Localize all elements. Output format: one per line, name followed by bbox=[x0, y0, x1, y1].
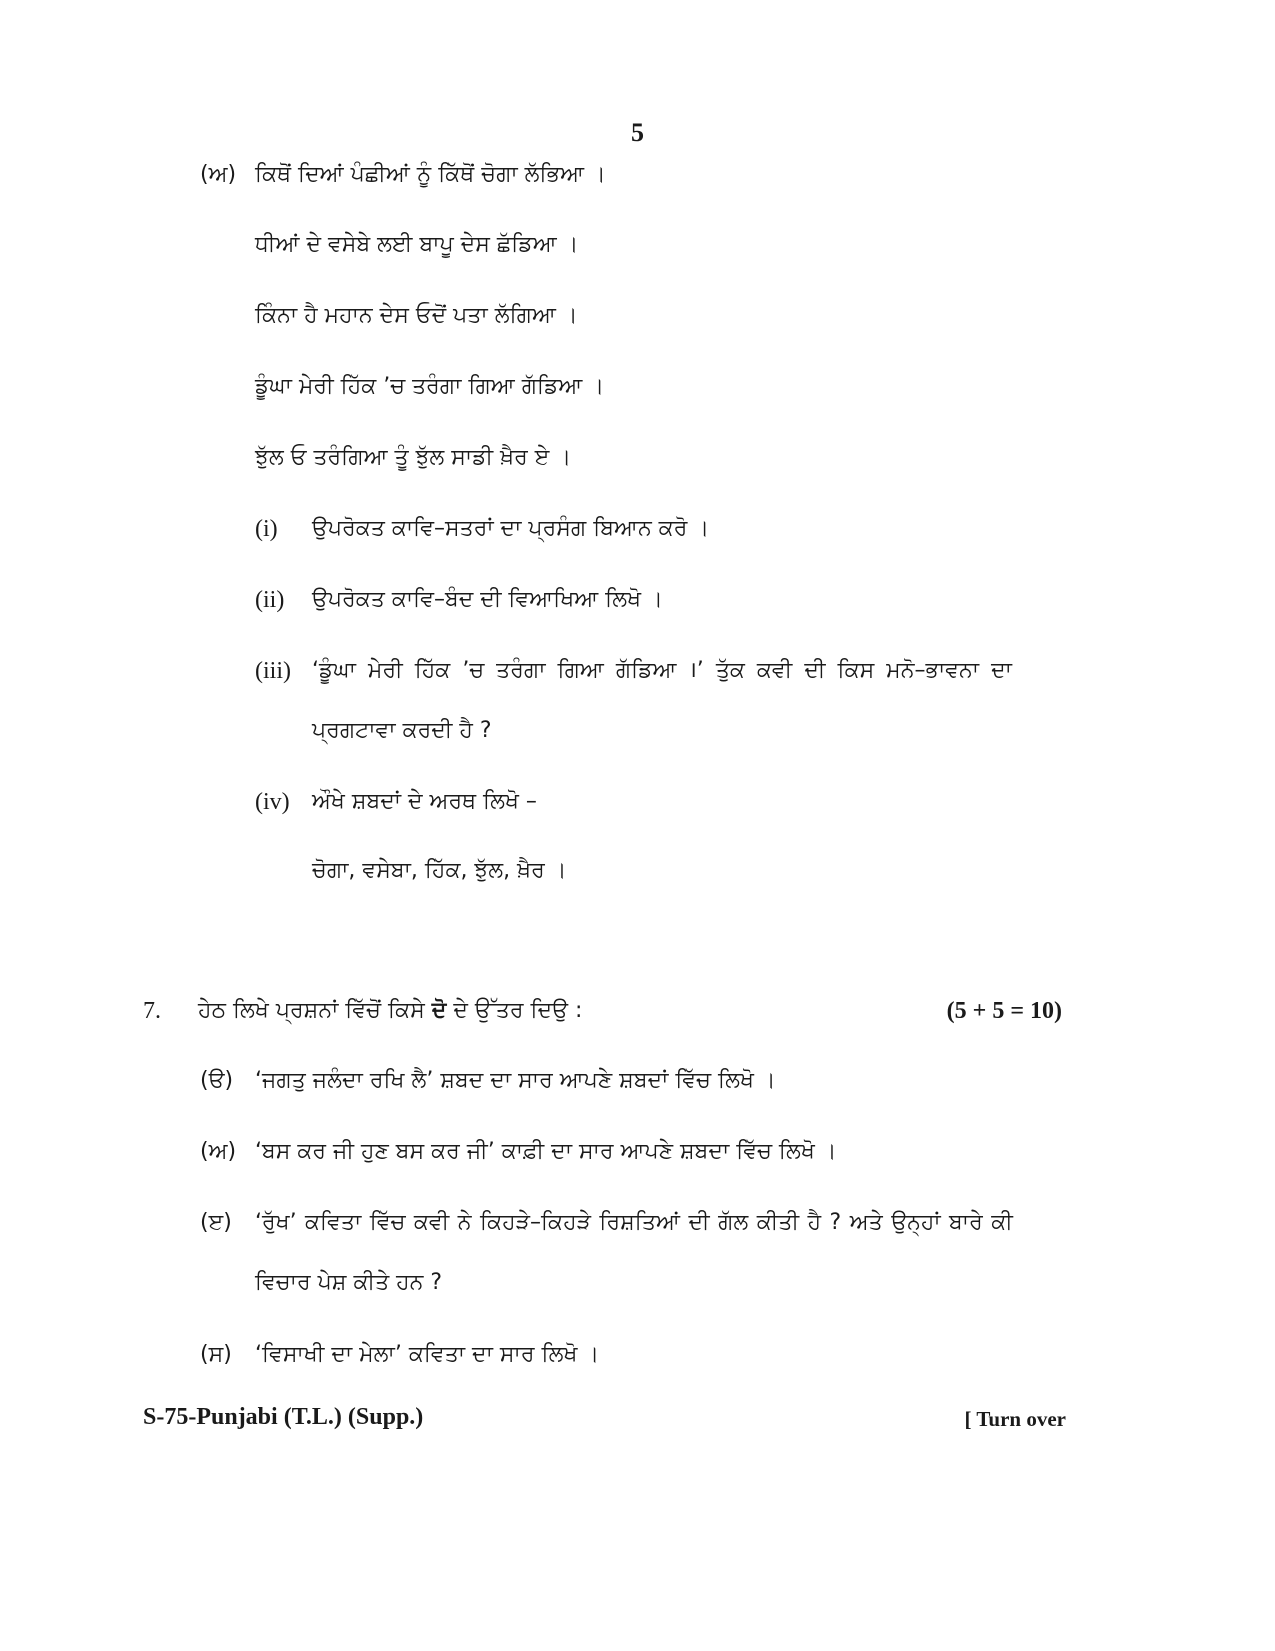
poem-marker: (ਅ) bbox=[200, 162, 237, 187]
word: ਉਨ੍ਹਾਂ bbox=[891, 1210, 941, 1235]
subquestion-text: ਉਪਰੋਕਤ ਕਾਵਿ–ਬੰਦ ਦੀ ਵਿਆਖਿਆ ਲਿਖੋ । bbox=[312, 587, 663, 612]
subquestion-text: ਔਖੇ ਸ਼ਬਦਾਂ ਦੇ ਅਰਥ ਲਿਖੋ – bbox=[312, 789, 537, 814]
word: ਦੀ bbox=[804, 658, 826, 683]
word: ਹੈ bbox=[807, 1210, 822, 1235]
word: ਗਿਆ bbox=[557, 658, 604, 683]
option-text: ‘ਵਿਸਾਖੀ ਦਾ ਮੇਲਾ’ ਕਵਿਤਾ ਦਾ ਸਾਰ ਲਿਖੋ । bbox=[255, 1342, 600, 1367]
word: ਦਾ bbox=[991, 658, 1012, 683]
word: ਨੇ bbox=[457, 1210, 472, 1235]
option-marker: (ਸ) bbox=[200, 1342, 232, 1367]
word: ਗੱਡਿਆ bbox=[615, 658, 677, 683]
prompt-text: ਦੇ ਉੱਤਰ ਦਿਉ : bbox=[453, 998, 583, 1023]
subquestion-text: ਉਪਰੋਕਤ ਕਾਵਿ–ਸਤਰਾਂ ਦਾ ਪ੍ਰਸੰਗ ਬਿਆਨ ਕਰੋ । bbox=[312, 516, 710, 541]
option-text: ‘ਬਸ ਕਰ ਜੀ ਹੁਣ ਬਸ ਕਰ ਜੀ’ ਕਾਫ਼ੀ ਦਾ ਸਾਰ ਆਪਣੇ ਸ਼ਬਦਾ ਵਿੱਚ ਲਿਖੋ । bbox=[255, 1139, 837, 1164]
word: ਰਿਸ਼ਤਿਆਂ bbox=[599, 1210, 680, 1235]
word: ’ਚ bbox=[462, 658, 485, 683]
subquestion-number: (iv) bbox=[255, 789, 290, 815]
word: ਕੀਤੀ bbox=[756, 1210, 800, 1235]
word: ਗੱਲ bbox=[718, 1210, 749, 1235]
prompt-emphasis: ਦੋ bbox=[431, 998, 447, 1023]
difficult-words-list: ਚੋਗਾ, ਵਸੇਬਾ, ਹਿੱਕ, ਝੁੱਲ, ਖ਼ੈਰ । bbox=[312, 858, 567, 883]
word: ਦੀ bbox=[688, 1210, 710, 1235]
option-marker: (ੲ) bbox=[200, 1210, 232, 1235]
word: ਤੁੱਕ bbox=[715, 658, 745, 683]
word: ‘ਰੁੱਖ’ bbox=[255, 1210, 297, 1235]
word: ਹਿੱਕ bbox=[414, 658, 451, 683]
word: ਕਵੀ bbox=[413, 1210, 450, 1235]
word: ਮੇਰੀ bbox=[367, 658, 403, 683]
poem-line: ਕਿੰਨਾ ਹੈ ਮਹਾਨ ਦੇਸ ਓਦੋਂ ਪਤਾ ਲੱਗਿਆ । bbox=[255, 303, 578, 328]
word: ‘ਡੂੰਘਾ bbox=[312, 658, 356, 683]
prompt-text: ਹੇਠ ਲਿਖੇ ਪ੍ਰਸ਼ਨਾਂ ਵਿੱਚੋਂ ਕਿਸੇ bbox=[198, 998, 425, 1023]
question-number: 7. bbox=[143, 998, 161, 1024]
subquestion-number: (i) bbox=[255, 516, 278, 542]
poem-line: ਕਿਥੋਂ ਦਿਆਂ ਪੰਛੀਆਂ ਨੂੰ ਕਿੱਥੋਂ ਚੋਗਾ ਲੱਭਿਆ । bbox=[255, 162, 606, 187]
option-text bbox=[255, 1208, 1013, 1238]
word: ਤਰੰਗਾ bbox=[496, 658, 546, 683]
paper-code: S-75-Punjabi (T.L.) (Supp.) bbox=[143, 1404, 424, 1430]
word: ਕਿਹੜੇ–ਕਿਹੜੇ bbox=[480, 1210, 591, 1235]
subquestion-text-continued: ਪ੍ਰਗਟਾਵਾ ਕਰਦੀ ਹੈ ? bbox=[312, 718, 492, 743]
option-text: ‘ਜਗਤੁ ਜਲੰਦਾ ਰਖਿ ਲੈ’ ਸ਼ਬਦ ਦਾ ਸਾਰ ਆਪਣੇ ਸ਼ਬਦਾਂ ਵਿੱਚ ਲਿਖੋ । bbox=[255, 1068, 776, 1093]
question-prompt bbox=[198, 996, 582, 1026]
turn-over-note: [ Turn over bbox=[964, 1407, 1066, 1431]
option-marker: (ੳ) bbox=[200, 1068, 234, 1093]
word: ਕੀ bbox=[991, 1210, 1013, 1235]
word: ।’ bbox=[688, 658, 704, 683]
subquestion-number: (iii) bbox=[255, 658, 291, 684]
option-text-continued: ਵਿਚਾਰ ਪੇਸ਼ ਕੀਤੇ ਹਨ ? bbox=[255, 1270, 443, 1295]
option-marker: (ਅ) bbox=[200, 1139, 237, 1164]
subquestion-text bbox=[312, 656, 1012, 686]
word: ਮਨੋ–ਭਾਵਨਾ bbox=[886, 658, 980, 683]
word: ? bbox=[829, 1210, 842, 1235]
word: ਕਵੀ bbox=[756, 658, 793, 683]
word: ਵਿੱਚ bbox=[369, 1210, 406, 1235]
page-number: 5 bbox=[631, 118, 644, 147]
poem-line: ਡੂੰਘਾ ਮੇਰੀ ਹਿੱਕ ’ਚ ਤਰੰਗਾ ਗਿਆ ਗੱਡਿਆ । bbox=[255, 374, 605, 399]
poem-line: ਧੀਆਂ ਦੇ ਵਸੇਬੇ ਲਈ ਬਾਪੂ ਦੇਸ ਛੱਡਿਆ । bbox=[255, 232, 579, 257]
subquestion-number: (ii) bbox=[255, 587, 285, 613]
marks-allocation: (5 + 5 = 10) bbox=[946, 998, 1062, 1024]
word: ਕਵਿਤਾ bbox=[305, 1210, 362, 1235]
poem-line: ਝੁੱਲ ਓ ਤਰੰਗਿਆ ਤੂੰ ਝੁੱਲ ਸਾਡੀ ਖ਼ੈਰ ਏ । bbox=[255, 445, 572, 470]
word: ਅਤੇ bbox=[849, 1210, 883, 1235]
word: ਕਿਸ bbox=[837, 658, 875, 683]
word: ਬਾਰੇ bbox=[949, 1210, 983, 1235]
